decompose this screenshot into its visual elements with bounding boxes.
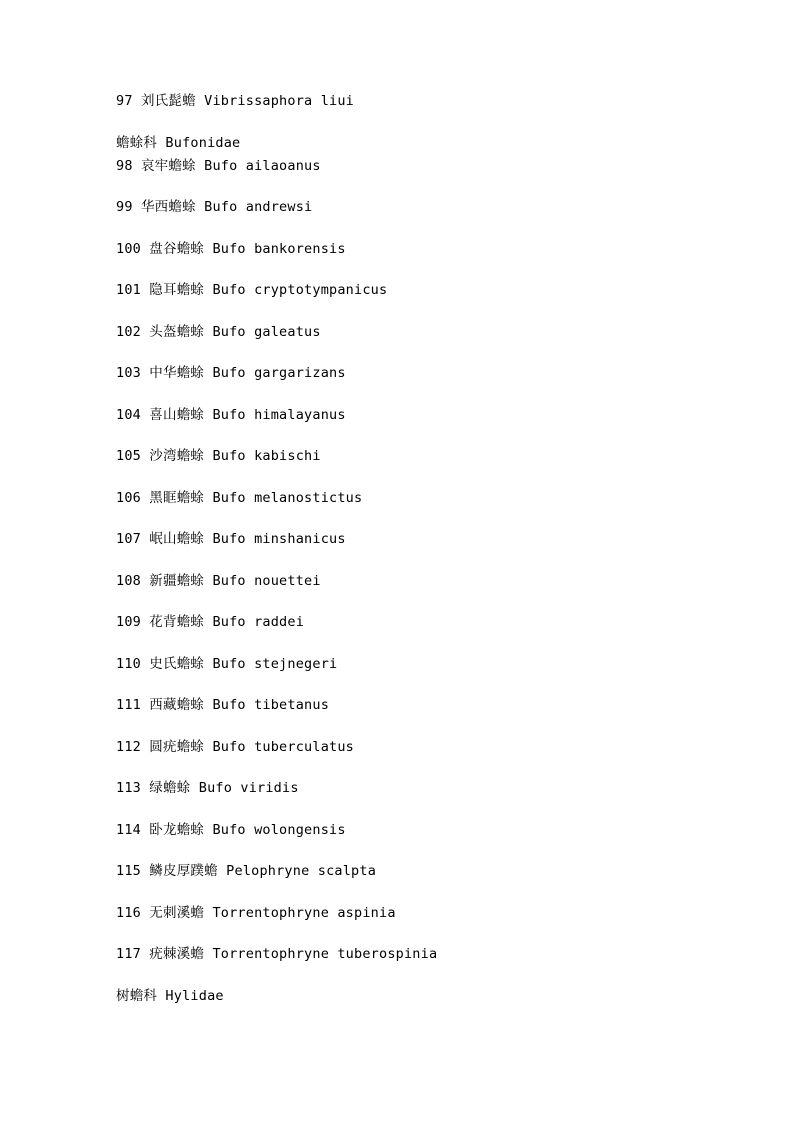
- species-list: [116, 92, 676, 1005]
- species-entry-102: 102 头盔蟾蜍 Bufo galeatus: [116, 323, 321, 340]
- species-entry-116: 116 无刺溪蟾 Torrentophryne aspinia: [116, 904, 396, 921]
- family-heading-hylidae: 树蟾科 Hylidae: [116, 987, 224, 1004]
- species-entry-104: 104 喜山蟾蜍 Bufo himalayanus: [116, 406, 346, 423]
- species-entry-99: 99 华西蟾蜍 Bufo andrewsi: [116, 199, 313, 215]
- species-entry-111: 111 西藏蟾蜍 Bufo tibetanus: [116, 697, 330, 713]
- species-entry-112: 112 圆疣蟾蜍 Bufo tuberculatus: [116, 738, 355, 755]
- species-entry-103: 103 中华蟾蜍 Bufo gargarizans: [116, 365, 346, 381]
- species-entry-109: 109 花背蟾蜍 Bufo raddei: [116, 614, 305, 630]
- species-entry-105: 105 沙湾蟾蜍 Bufo kabischi: [116, 448, 321, 464]
- species-entry-106: 106 黑眶蟾蜍 Bufo melanostictus: [116, 489, 363, 506]
- species-entry-110: 110 史氏蟾蜍 Bufo stejnegeri: [116, 655, 338, 672]
- species-entry-100: 100 盘谷蟾蜍 Bufo bankorensis: [116, 240, 346, 257]
- species-entry-101: 101 隐耳蟾蜍 Bufo cryptotympanicus: [116, 282, 388, 298]
- species-entry-97: 97 刘氏髭蟾 Vibrissaphora liui: [116, 93, 355, 109]
- species-entry-108: 108 新疆蟾蜍 Bufo nouettei: [116, 572, 321, 589]
- species-entry-113: 113 绿蟾蜍 Bufo viridis: [116, 780, 299, 796]
- species-entry-117: 117 疣棘溪蟾 Torrentophryne tuberospinia: [116, 946, 438, 962]
- species-entry-115: 115 鳞皮厚蹼蟾 Pelophryne scalpta: [116, 863, 377, 879]
- species-entry-114: 114 卧龙蟾蜍 Bufo wolongensis: [116, 821, 346, 838]
- species-entry-107: 107 岷山蟾蜍 Bufo minshanicus: [116, 531, 346, 547]
- family-heading-bufonidae: 蟾蜍科 Bufonidae: [116, 134, 241, 151]
- species-entry-98: 98 哀牢蟾蜍 Bufo ailaoanus: [116, 157, 321, 174]
